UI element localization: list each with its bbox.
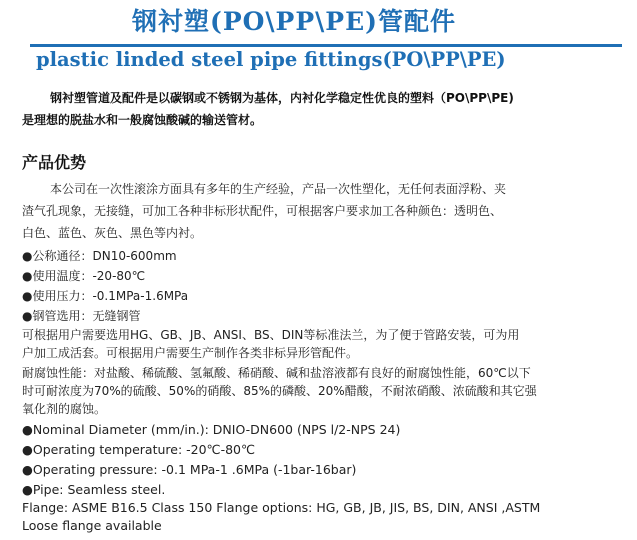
spec-temperature-cn: ●使用温度：-20-80℃ (22, 269, 146, 283)
corrosion-line-3: 氧化剂的腐蚀。 (22, 402, 107, 416)
intro-line-2: 是理想的脱盐水和一般腐蚀酸碱的输送管材。 (22, 113, 263, 127)
loose-flange-en: Loose flange available (22, 518, 162, 533)
spec-pipe-en: ●Pipe: Seamless steel. (22, 482, 166, 497)
intro-line-1: 钢衬塑管道及配件是以碳钢或不锈钢为基体，内衬化学稳定性优良的塑料（PO\PP\PE) (50, 91, 514, 105)
advantage-paragraph (22, 178, 627, 244)
title-divider (30, 44, 622, 47)
advantage-line-2: 渣气孔现象，无接缝，可加工各种非标形状配件，可根据客户要求加工各种颜色：透明色、 (22, 204, 503, 218)
spec-diameter-cn: ●公称通径：DN10-600mm (22, 249, 177, 263)
flange-options-en: Flange: ASME B16.5 Class 150 Flange options: HG, GB, JB, JIS, BS, DIN, ANSI ,ASTM (22, 500, 541, 515)
corrosion-line-1: 耐腐蚀性能：对盐酸、稀硫酸、氢氟酸、稀硝酸、碱和盐溶液都有良好的耐腐蚀性能，60℃以下 (22, 366, 531, 380)
intro-paragraph (22, 87, 622, 131)
advantage-line-3: 白色、蓝色、灰色、黑色等内衬。 (22, 226, 203, 240)
spec-pipe-cn: ●钢管选用：无缝钢管 (22, 309, 141, 323)
flange-line-1: 可根据用户需要选用HG、GB、JB、ANSI、BS、DIN等标准法兰，为了便于管路安装，可为用 (22, 328, 520, 342)
spec-diameter-en: ●Nominal Diameter (mm/in.): DNIO-DN600 (NPS l/2-NPS 24) (22, 422, 401, 437)
corrosion-line-2: 时可耐浓度为70%的硫酸、50%的硝酸、85%的磷酸、20%醋酸，不耐浓硝酸、浓硫酸和其它强 (22, 384, 537, 398)
spec-pressure-cn: ●使用压力：-0.1MPa-1.6MPa (22, 289, 189, 303)
page-title-en: plastic linded steel pipe fittings(PO\PP\PE) (36, 48, 506, 71)
section-title: 产品优势 (22, 153, 87, 172)
spec-pressure-en: ●Operating pressure: -0.1 MPa-1 .6MPa (-1bar-16bar) (22, 462, 357, 477)
advantage-line-1: 本公司在一次性滚涂方面具有多年的生产经验，产品一次性塑化，无任何表面浮粉、夹 (50, 182, 507, 196)
page-title-cn: 钢衬塑(PO\PP\PE)管配件 (132, 7, 456, 36)
spec-temperature-en: ●Operating temperature: -20℃-80℃ (22, 442, 256, 457)
flange-line-2: 户加工成活套。可根据用户需要生产制作各类非标异形管配件。 (22, 346, 359, 360)
